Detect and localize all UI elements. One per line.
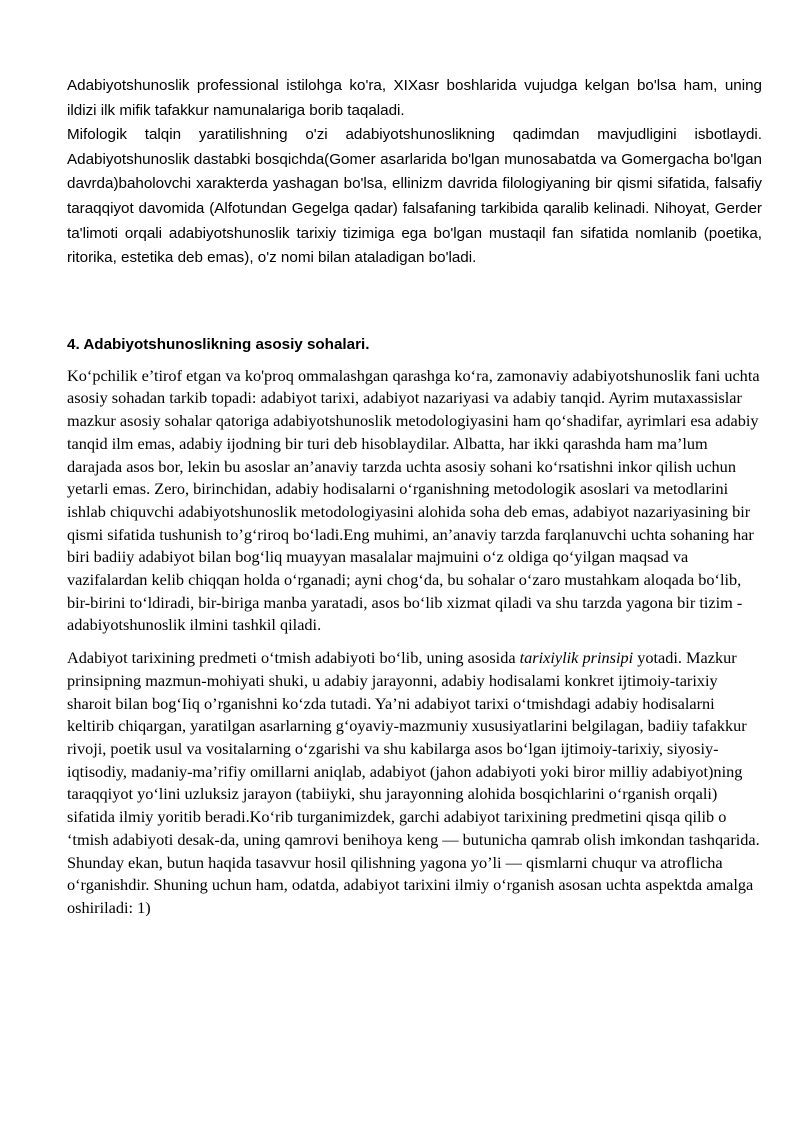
intro-paragraph-1: Adabiyotshunoslik professional istilohga ko'ra, XIXasr boshlarida vujudga kelgan bo'lsa ham, uning ildizi ilk mifik tafakkur namunalariga borib taqaladi. xyxy=(67,77,762,119)
intro-block xyxy=(67,74,762,271)
paragraph-2-text-end: yotadi. Mazkur prinsipning mazmun-mohiyati shuki, u adabiy jarayonni, adabiy hodisalami konkret ijtimoiy-tarixiy sharoit bilan bog‘Iiq o’rganishni ko‘zda tutadi. Ya’ni adabiyot tarixi o‘tmishdagi adabiy hodisalarni keltirib chiqargan, yaratilgan asarlarning g‘oyaviy-mazmuniy xususiyatlarini belgilagan, badiiy tafakkur rivoji, poetik usul va vositalarning o‘zgarishi va shu kabilarga asos bo‘lgan ijtimoiy-tarixiy, siyosiy-iqtisodiy, madaniy-ma’rifiy omillarni aniqlab, adabiyot (jahon adabiyoti yoki biror milliy adabiyot)ning taraqqiyot yo‘lini uzluksiz jarayon (tabiiyki, shu jarayonning alohida bosqichlarini o‘rganish orqali) sifatida ilmiy yoritib beradi.Ko‘rib turganimizdek, garchi adabiyot tarixining predmetini qisqa qilib o ‘tmish adabiyoti desak-da, uning qamrovi benihoya keng — butunicha qamrab olish imkondan tashqarida. Shunday ekan, butun haqida tasavvur hosil qilishning yagona yo’li — qismlarni chuqur va atroflicha o‘rganishdir. Shuning uchun ham, odatda, adabiyot tarixini ilmiy o‘rganish asosan uchta aspektda amalga oshiriladi: 1) xyxy=(67,648,760,917)
section-heading: 4. Adabiyotshunoslikning asosiy sohalari. xyxy=(67,335,370,353)
intro-paragraph-2: Mifologik talqin yaratilishning o'zi adabiyotshunoslikning qadimdan mavjudligini isbotlaydi. Adabiyotshunoslik dastabki bosqichda(Gomer asarlarida bo'lgan munosabatda va Gomergacha bo'lgan davrda)baholovchi xarakterda yashagan bo'lsa, ellinizm davrida filologiyaning bir qismi sifatida, falsafiy taraqqiyot davomida (Alfotundan Gegelga qadar) falsafaning tarkibida qaralib kelinadi. Nihoyat, Gerder ta'limoti orqali adabiyotshunoslik tarixiy tizimiga ega bo'lgan mustaqil fan sifatida nomlanib (poetika, ritorika, estetika deb emas), o'z nomi bilan ataladigan bo'ladi. xyxy=(67,126,762,267)
section-paragraph-1: Ko‘pchilik e’tirof etgan va ko'proq ommalashgan qarashga ko‘ra, zamonaviy adabiyotshunoslik fani uchta asosiy sohadan tarkib topadi: adabiyot tarixi, adabiyot nazariyasi va adabiy tanqid. Ayrim mutaxassislar mazkur asosiy sohalar qatoriga adabiyotshunoslik metodologiyasini ham qo‘shadifar, ayrimlari esa adabiy tanqid ilm emas, adabiy ijodning bir turi deb hisoblaydilar. Albatta, har ikki qarashda ham ma’lum darajada asos bor, lekin bu asoslar an’anaviy tarzda uchta asosiy sohani ko‘rsatishni inkor qilish uchun yetarli emas. Zero, birinchidan, adabiy hodisalarni o‘rganishning metodologik asoslari va metodlarini ishlab chiquvchi adabiyotshunoslik metodologiyasini alohida soha deb emas, adabiyot nazariyasining bir qismi sifatida tushunish to’g‘riroq bo‘ladi.Eng muhimi, an’anaviy tarzda farqlanuvchi uchta sohaning har biri badiiy adabiyot bilan bog‘liq muayyan masalalar majmuini o‘z oldiga qo‘yilgan maqsad va vazifalardan kelib chiqqan holda o‘rganadi; ayni chog‘da, bu sohalar o‘zaro mustahkam aloqada bo‘lib, bir-birini to‘ldiradi, bir-biriga manba yaratadi, asos bo‘lib xizmat qiladi va shu tarzda yagona bir tizim - adabiyotshunoslik ilmini tashkil qiladi. xyxy=(67,365,760,635)
section-paragraph-2 xyxy=(67,647,762,919)
paragraph-2-text-start: Adabiyot tarixining predmeti o‘tmish adabiyoti bo‘lib, uning asosida xyxy=(67,648,520,668)
italic-term: tarixiylik prinsipi xyxy=(519,648,634,668)
